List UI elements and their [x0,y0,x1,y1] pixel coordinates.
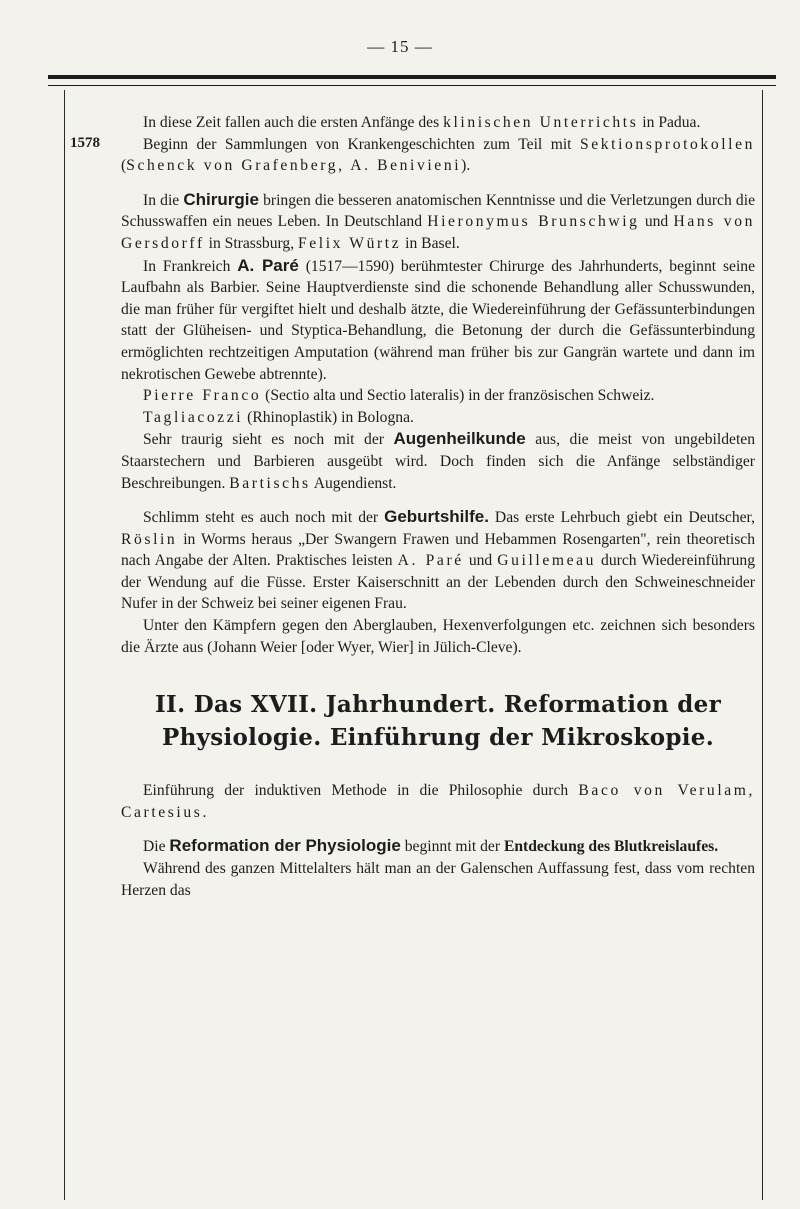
paragraph-physiology-reform [121,835,755,858]
paragraph-surgery [121,189,755,255]
name-pare: A. Paré [237,255,299,275]
name-bartisch: Bartischs [229,474,311,492]
text-run: Schlimm steht es auch noch mit der [143,509,385,527]
body-text [121,112,755,901]
keyword-surgery: Chirurgie [183,189,259,209]
name-roslin: Röslin [121,530,178,548]
name-gersdorff: Hans von Gersdorff [121,213,755,252]
paragraph-induction [121,780,755,823]
name-baco-cartesius: Baco von Verulam, Cartesius [121,782,755,821]
text-run: ( [121,157,127,175]
text-run: Unter den Kämpfern gegen den Aberglauben, Hexenverfolgungen etc. zeichnen sich besonders die Ärzte aus (Johann Weier [oder Wyer, Wier] in Jülich-Cleve). [121,617,755,656]
text-run: (1517—1590) berühmtester Chirurge des Jahrhunderts, beginnt seine Laufbahn als Barbier. Seine Hauptverdienste sind die schonende Behandlung aller Schusswunden, die man früher für vergiftet hielt und deshalb ätzte, die Wiedereinführung der Gefässunterbindungen statt der Glüheisen- und Styptica-Behandlung, die Betonung der durch die Gefässunterbindung ermöglichten rechtzeitigen Amputation (während man früher bis zur Gangrän wartete und dann im nekrotischen Gewebe abtrennte). [121,257,755,383]
text-run: (Sectio alta und Sectio lateralis) in der französischen Schweiz. [261,387,655,405]
name-franco: Pierre Franco [143,387,262,405]
paragraph-clinical-teaching [121,112,755,134]
keyword-physiology-reform: Reformation der Physiologie [169,836,401,856]
emphasis-clinical-teaching: klinischen Unterrichts [443,114,639,131]
paragraph-pare [121,255,755,386]
section-heading-line: II. Das XVII. Jahrhundert. Reformation der [154,691,722,719]
text-run: Augendienst. [310,474,397,492]
name-brunschwig: Hieronymus Brunschwig [427,213,640,231]
text-run: in Worms heraus „Der Swangern Frawen und Hebammen Rosengarten", rein theoretisch nach Angabe der Alten. Praktisches leisten [121,530,755,570]
name-pare: A. Paré [397,552,464,570]
text-run: durch Wiedereinführung der Wendung auf die Füsse. Erster Kaiserschnitt an der Lebenden durch den Schweineschneider Nufer in der Schweiz bei seiner eigenen Frau. [121,552,756,613]
text-run: und [639,213,674,231]
text-run: In diese Zeit fallen auch die ersten Anfänge des [143,114,444,131]
text-run: aus, die meist von ungebildeten Staarstechern und Barbieren ausgeübt wird. Doch finden sich die Anfänge selbständiger Beschreibungen. [121,431,755,492]
name-tagliacozzi: Tagliacozzi [143,408,244,426]
text-run: Während des ganzen Mittelalters hält man an der Galenschen Auffassung fest, dass vom rechten Herzen das [121,860,755,899]
paragraph-ophthalmology [121,428,755,494]
text-run: . [202,803,207,821]
section-heading-line: Physiologie. Einführung der Mikroskopie. [161,724,715,752]
paragraph-case-collections [121,134,755,177]
keyword-ophthalmology: Augenheilkunde [393,429,526,449]
margin-year: 1578 [70,135,100,151]
text-run: Sehr traurig sieht es noch mit der [143,431,394,449]
text-run: Die [143,838,170,856]
paragraph-franco [121,385,755,407]
page-number: — 15 — [367,37,433,56]
top-rule-thin [48,85,776,86]
paragraph-galen [121,858,755,901]
text-run: Das erste Lehrbuch giebt ein Deutscher, [488,509,756,527]
text-run: ). [461,157,471,175]
text-run: und [463,552,498,570]
text-run: (Rhinoplastik) in Bologna. [243,408,414,426]
name-guillemeau: Guillemeau [497,552,597,570]
emphasis-autopsy-reports: Sektionsprotokollen [579,135,755,153]
text-run: in Padua. [638,114,701,131]
paragraph-obstetrics [121,506,755,615]
text-run: in Strassburg, [204,234,299,252]
section-heading [121,688,755,754]
text-run: Beginn der Sammlungen von Krankengeschichten zum Teil mit [143,135,580,153]
name-wurtz: Felix Würtz [298,234,402,252]
top-rule [48,75,776,79]
text-run: in Basel. [401,234,460,252]
text-run: In Frankreich [143,257,238,275]
keyword-obstetrics: Geburtshilfe. [384,507,489,527]
text-run: beginnt mit der [400,838,504,856]
emphasis-authors: Schenck von Grafenberg, A. Benivieni [126,157,462,175]
text-run: In die [143,191,184,209]
keyword-blood-circulation: Entdeckung des Blutkreislaufes. [503,838,719,856]
paragraph-superstition [121,615,755,658]
left-margin-line [64,90,65,1200]
paragraph-tagliacozzi [121,407,755,429]
right-margin-line [762,90,763,1200]
text-run: bringen die besseren anatomischen Kenntnisse und die Verletzungen durch die Schusswaffen ein neues Leben. In Deutschland [121,191,755,231]
text-run: Einführung der induktiven Methode in die Philosophie durch [143,782,579,800]
